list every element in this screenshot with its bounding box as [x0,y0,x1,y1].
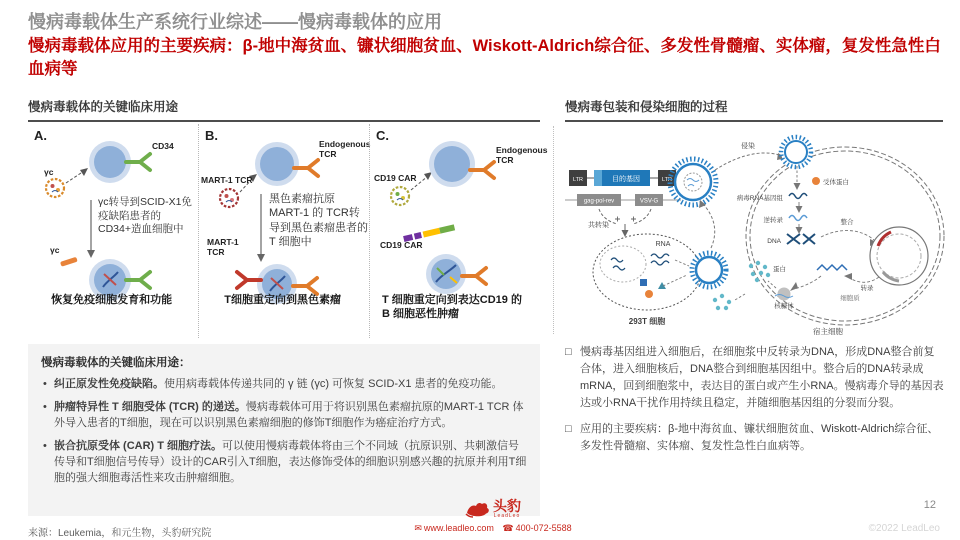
clinical-use-diagram [28,124,548,338]
bullet-lead: 肿瘤特异性 T 细胞受体 (TCR) 的递送。 [54,400,246,413]
panel-c-caption: T 细胞重定向到表达CD19 的 B 细胞恶性肿瘤 [382,294,522,320]
host-cell-label: 宿主细胞 [813,327,843,336]
packaging-infection-diagram [563,124,945,338]
textbox-bullet [41,400,527,432]
leadleo-logo [398,499,588,534]
budding-arrow [702,203,715,248]
panel-a-caption: 恢复免疫细胞发育和功能 [51,294,173,306]
panel-a [28,124,198,338]
logo-text-cn: 头豹 [493,498,521,514]
product-label: MART-1 TCR [207,237,239,257]
bullet-body: 可以使用慢病毒载体将由三个不同域（抗原识别、共刺激信号传导和T细胞信号传导）设计的CAR引入T细胞，表达修饰受体的细胞识别感兴趣的抗原并利用T细胞的强大细胞毒活性来攻击肿瘤细胞。 [54,439,527,484]
gag-pol-rev-label: gag-pol-rev [583,198,615,205]
transduction-arrowhead [80,168,88,176]
clinical-use-textbox [28,344,540,516]
copyright: ©2022 LeadLeo [868,523,940,534]
integration-label: 整合 [840,219,854,226]
target-cell [255,142,299,186]
dna-label: DNA [767,238,781,245]
receptor-protein-dot [812,177,820,185]
released-particles [713,294,731,310]
transduction-note: 黑色素瘤抗原MART-1 的 TCR转导到黑色素瘤患者的 T 细胞中 [269,193,368,248]
receptor-label: Endogenous TCR [496,145,548,165]
receptor-protein-label: 受体蛋白 [823,179,849,186]
right-section-header: 慢病毒包装和侵染细胞的过程 [565,97,943,122]
receptor-label: CD34 [152,141,174,151]
right-bullet: □ 慢病毒基因组进入细胞后，在细胞浆中反转录为DNA，形成DNA整合前复合体，进入细胞核后，DNA整合到细胞基因组中。整合后的DNA转录成mRNA，回到细胞浆中，表达目的蛋白或产生小RNA。慢病毒介导的基因表达或小RNA干扰作用持续且稳定，并随细胞基因组的分裂而分裂。 [565,344,945,412]
product-label: γc [50,245,60,255]
gene-of-interest-label: 目的基因 [612,176,640,183]
bullet-lead: 嵌合抗原受体 (CAR) T 细胞疗法。 [54,439,223,452]
ltr-left-label: LTR [573,177,583,183]
transduction-note: γc转导到SCID-X1免疫缺陷患者的CD34+造血细胞中 [98,196,192,236]
vector-particle [46,179,64,197]
budding-virion [692,253,726,287]
page-subtitle: 慢病毒载体应用的主要疾病：β-地中海贫血、镰状细胞贫血、Wiskott-Aldrich综合征、多发性骨髓瘤、实体瘤，复发性急性白血病等 [28,37,941,79]
vector-particle [220,189,238,207]
receptor-label: Endogenous TCR [319,139,371,159]
panel-a-letter: A. [34,128,47,143]
textbox-bullet [41,439,527,487]
process-arrowhead [87,250,95,258]
transduced-cell [426,254,486,294]
vector-particle [391,187,409,205]
producer-cell-293t [593,234,701,310]
packaging-plasmids [565,194,681,206]
page-title: 慢病毒载体生产系统行业综述——慢病毒载体的应用 [28,12,442,32]
vector-label: MART-1 TCR [201,175,253,185]
left-section-header: 慢病毒载体的关键临床用途 [28,97,540,122]
ltr-right-label: LTR [662,177,672,183]
column-divider [553,126,554,334]
fusing-virion [781,137,811,167]
target-cell [429,141,475,187]
bullet-lead: 纠正原发性免疫缺陷。 [54,378,164,390]
textbox-title: 慢病毒载体的关键临床用途： [41,357,191,369]
contact-row [398,523,588,534]
reverse-transcription-label: 逆转录 [763,217,783,224]
leopard-icon [465,500,489,518]
cell-293t-label: 293T 细胞 [628,317,666,326]
transcription-label: 转录 [860,285,874,292]
vector-label: γc [44,167,54,177]
panel-c [369,124,548,338]
panel-b [198,124,369,338]
infection-arrow [715,153,782,170]
bullet-body: 使用病毒载体传递共同的 γ 链 (γc) 可恢复 SCID-X1 患者的免疫功能。 [164,378,503,390]
right-bullet-list [565,344,945,464]
free-virion [670,159,716,205]
phone-icon: ☎ [502,523,514,533]
bullet-body: 慢病毒载体可用于将识别黑色素瘤抗原的MART-1 TCR 体外导入患者的T细胞，现在可以识别黑色素瘤细胞的修饰T细胞作为癌症治疗方式。 [54,400,524,429]
ribosome-label: 核糖体 [774,303,794,310]
nucleus [870,227,928,285]
viral-genome-label: 病毒RNA基因组 [736,195,783,202]
page-number: 12 [923,499,936,511]
vector-label: CD19 CAR [374,173,417,183]
rna-label: RNA [655,241,671,248]
phone-number: 400-072-5588 [515,523,572,533]
logo-text-en: LeadLeo [493,513,521,519]
panel-b-caption: T细胞重定向到黑色素瘤 [224,294,341,306]
textbox-bullet [41,377,527,393]
product-label: CD19 CAR [380,240,423,250]
cytoplasm-label: 细胞质 [840,295,860,302]
panel-c-letter: C. [376,128,389,143]
cotransfection-label: 共转染 [588,222,609,229]
right-bullet: □ 应用的主要疾病：β-地中海贫血、镰状细胞贫血、Wiskott-Aldrich综合征、多发性骨髓瘤、实体瘤、复发性急性白血病等。 [565,421,945,455]
transfer-plasmid-construct [569,170,676,186]
source-note: 来源：Leukemia，和元生物，头豹研究院 [28,528,212,539]
vsvg-label: VSV-G [639,198,659,205]
panel-b-letter: B. [205,128,218,143]
mail-icon: ✉ [414,523,422,533]
protein-label: 蛋白 [773,266,786,273]
website-link[interactable]: www.leadleo.com [423,523,494,533]
infection-label: 侵染 [741,143,755,150]
